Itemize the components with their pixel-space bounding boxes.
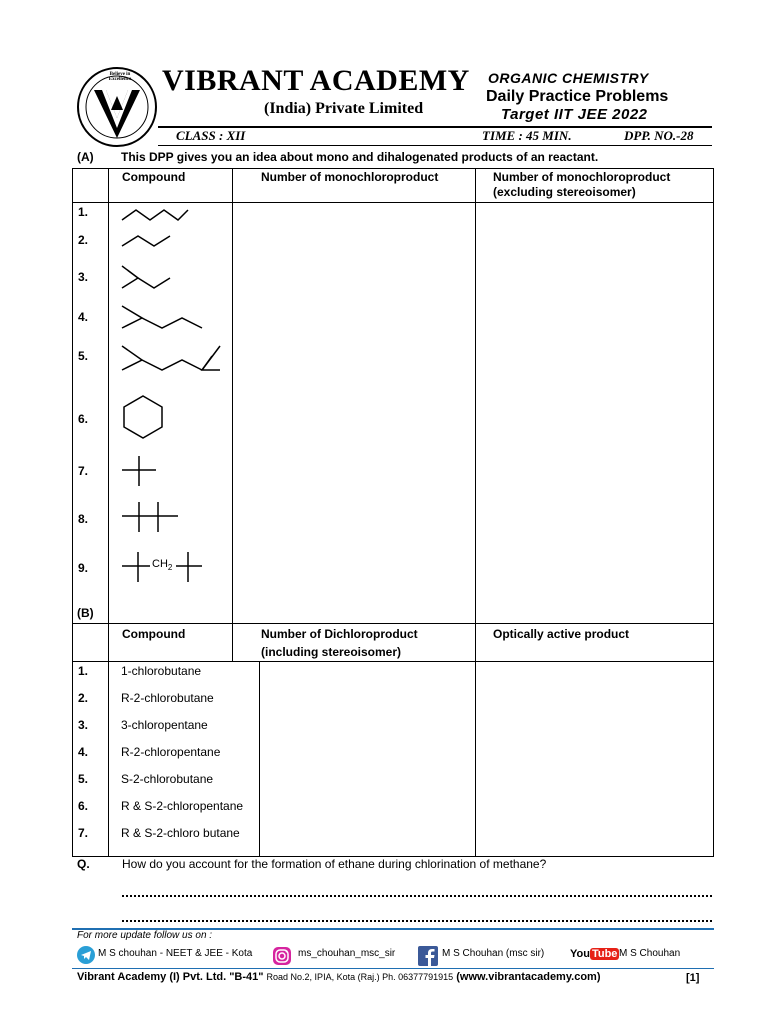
section-a-marker: (A) (77, 150, 94, 164)
target-title: Target IIT JEE 2022 (501, 106, 648, 123)
table-row-compound: R & S-2-chloro butane (121, 826, 240, 840)
structure-pentane (120, 204, 190, 224)
table-row-compound: R-2-chloropentane (121, 745, 221, 759)
company-line (77, 971, 600, 983)
table-row-compound: 3-chloropentane (121, 718, 208, 732)
company-website[interactable]: (www.vibrantacademy.com) (456, 971, 601, 983)
telegram-link[interactable]: M S chouhan - NEET & JEE - Kota (98, 948, 253, 959)
youtube-tube: Tube (591, 948, 618, 960)
table-b-col-optical: Optically active product (493, 627, 630, 641)
section-a-instruction: This DPP gives you an idea about mono and dihalogenated products of an reactant. (121, 150, 599, 164)
table-a-col-mono-excl-1: Number of monochloroproduct (493, 170, 671, 184)
page-number: [1] (686, 972, 700, 984)
row-number: 2. (78, 233, 89, 247)
ch2-label: $CH_2$ (152, 558, 173, 573)
row-number: 6. (78, 412, 89, 426)
time-label: TIME : 45 MIN. (482, 128, 572, 143)
table-row-compound: S-2-chlorobutane (121, 772, 214, 786)
table-a-col-compound: Compound (122, 170, 186, 184)
telegram-icon[interactable] (77, 946, 95, 964)
row-number: 4. (78, 310, 89, 324)
youtube-you: You (570, 948, 590, 960)
academy-subtitle: (India) Private Limited (264, 100, 424, 117)
table-b-col-compound: Compound (122, 627, 186, 641)
table-row-compound: R & S-2-chloropentane (121, 799, 244, 813)
dpp-label: DPP. NO.-28 (624, 128, 694, 143)
table-row-number: 7. (78, 826, 89, 840)
answer-line[interactable] (122, 895, 712, 897)
structure-neopentane (120, 454, 160, 488)
facebook-icon[interactable] (418, 946, 438, 966)
table-a-col-mono: Number of monochloroproduct (261, 170, 439, 184)
answer-line[interactable] (122, 920, 712, 922)
instagram-link[interactable]: ms_chouhan_msc_sir (298, 948, 396, 959)
table-row-number: 3. (78, 718, 89, 732)
row-number: 9. (78, 561, 89, 575)
table-a-col-mono-excl-2: (excluding stereoisomer) (493, 185, 636, 199)
academy-name: VIBRANT ACADEMY (162, 64, 470, 97)
row-number: 3. (78, 270, 89, 284)
logo-motto: Believe in Excellence (108, 72, 132, 82)
table-row-number: 4. (78, 745, 89, 759)
youtube-logo[interactable] (570, 948, 619, 960)
facebook-link[interactable]: M S Chouhan (msc sir) (442, 948, 545, 959)
instagram-icon[interactable] (272, 946, 292, 966)
table-b-col-di-2: (including stereoisomer) (261, 645, 402, 659)
structure-cyclohexane (120, 394, 166, 440)
section-b-marker: (B) (77, 606, 94, 620)
company-address: Road No.2, IPIA, Kota (Raj.) Ph. 06377791915 (266, 972, 454, 982)
follow-text: For more update follow us on : (77, 930, 213, 941)
question-text: How do you account for the formation of ethane during chlorination of methane? (122, 857, 547, 871)
table-row-compound: R-2-chlorobutane (121, 691, 214, 705)
table-row-number: 6. (78, 799, 89, 813)
header-bottom-rule (158, 145, 712, 146)
structure-dimethylheptane (120, 344, 224, 372)
row-number: 8. (78, 512, 89, 526)
class-label: CLASS : XII (176, 128, 246, 143)
table-row-compound: 1-chlorobutane (121, 664, 202, 678)
company-name: Vibrant Academy (I) Pvt. Ltd. "B-41" (77, 971, 264, 983)
structure-butane (120, 234, 180, 250)
structure-isohexane (120, 304, 206, 330)
structure-tetramethylbutane (120, 500, 182, 534)
table-b-col-di-1: Number of Dichloroproduct (261, 627, 418, 641)
footer-bottom-rule (72, 968, 714, 969)
youtube-link[interactable]: M S Chouhan (619, 948, 681, 959)
row-number: 5. (78, 349, 89, 363)
table-row-number: 5. (78, 772, 89, 786)
row-number: 1. (78, 205, 89, 219)
series-title: Daily Practice Problems (486, 88, 669, 105)
table-row-number: 2. (78, 691, 89, 705)
subject-title: ORGANIC CHEMISTRY (488, 70, 649, 86)
structure-isopentane (120, 264, 174, 290)
row-number: 7. (78, 464, 89, 478)
question-marker: Q. (77, 857, 90, 871)
table-row-number: 1. (78, 664, 89, 678)
